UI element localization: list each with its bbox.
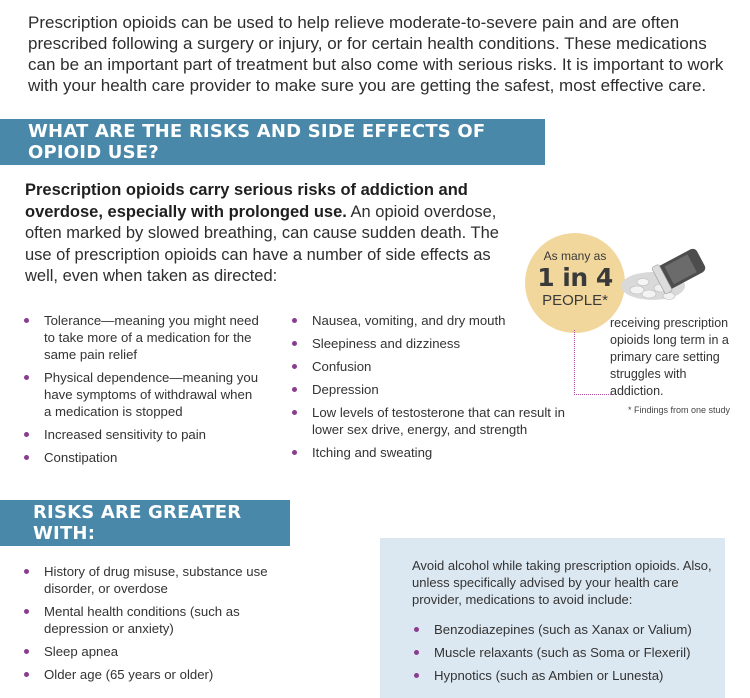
lead-text: An opioid overdose, often marked by slowed breathing, can cause sudden death. The use of prescription opioids can have a number of side effects as well, even when taken as directed: [25, 202, 499, 285]
pill-bottle-icon [615, 238, 713, 308]
stat-value: 1 in 4 [537, 263, 613, 292]
side-effects-list-right [290, 312, 570, 467]
section-heading-risks-side-effects: WHAT ARE THE RISKS AND SIDE EFFECTS OF OPIOID USE? [0, 119, 545, 165]
list-item: Confusion [290, 358, 570, 375]
list-item: Itching and sweating [290, 444, 570, 461]
stat-prefix: As many as [543, 249, 607, 263]
list-item: Nausea, vomiting, and dry mouth [290, 312, 570, 329]
list-item: Constipation [22, 449, 262, 466]
list-item: Increased sensitivity to pain [22, 426, 262, 443]
callout-intro: Avoid alcohol while taking prescription opioids. Also, unless specifically advised by your health care provider, medications to avoid include: [412, 558, 712, 607]
section-heading-greater-risks: RISKS ARE GREATER WITH: [0, 500, 290, 546]
list-item: History of drug misuse, substance use disorder, or overdose [22, 563, 302, 597]
greater-risks-list [22, 563, 302, 689]
side-effects-list-left [22, 312, 262, 472]
lead-bold-text: Prescription opioids carry serious risks of addiction and overdose, especially with prolonged use. [25, 181, 468, 221]
stat-unit: PEOPLE* [542, 292, 608, 309]
risks-lead-paragraph [25, 180, 500, 288]
dotted-connector [574, 330, 611, 395]
stat-description: receiving prescription opioids long term in a primary care setting struggles with addiction. [610, 316, 729, 398]
list-item: Sleepiness and dizziness [290, 335, 570, 352]
list-item: Hypnotics (such as Ambien or Lunesta) [412, 667, 712, 684]
list-item: Low levels of testosterone that can result in lower sex drive, energy, and strength [290, 404, 570, 438]
intro-paragraph: Prescription opioids can be used to help relieve moderate-to-severe pain and are often prescribed following a surgery or injury, or for certain health conditions. These medications can be an important part of treatment but also come with serious risks. It is important to work with your health care provider to make sure you are getting the safest, most effective care. [28, 13, 724, 95]
list-item: Tolerance—meaning you might need to take more of a medication for the same pain relief [22, 312, 262, 363]
list-item: Sleep apnea [22, 643, 302, 660]
list-item: Muscle relaxants (such as Soma or Flexeril) [412, 644, 712, 661]
stat-footnote: * Findings from one study [628, 405, 731, 415]
list-item: Mental health conditions (such as depression or anxiety) [22, 603, 302, 637]
medications-to-avoid-list [412, 621, 712, 690]
list-item: Older age (65 years or older) [22, 666, 302, 683]
list-item: Depression [290, 381, 570, 398]
list-item: Physical dependence—meaning you have symptoms of withdrawal when a medication is stopped [22, 369, 262, 420]
list-item: Benzodiazepines (such as Xanax or Valium) [412, 621, 712, 638]
